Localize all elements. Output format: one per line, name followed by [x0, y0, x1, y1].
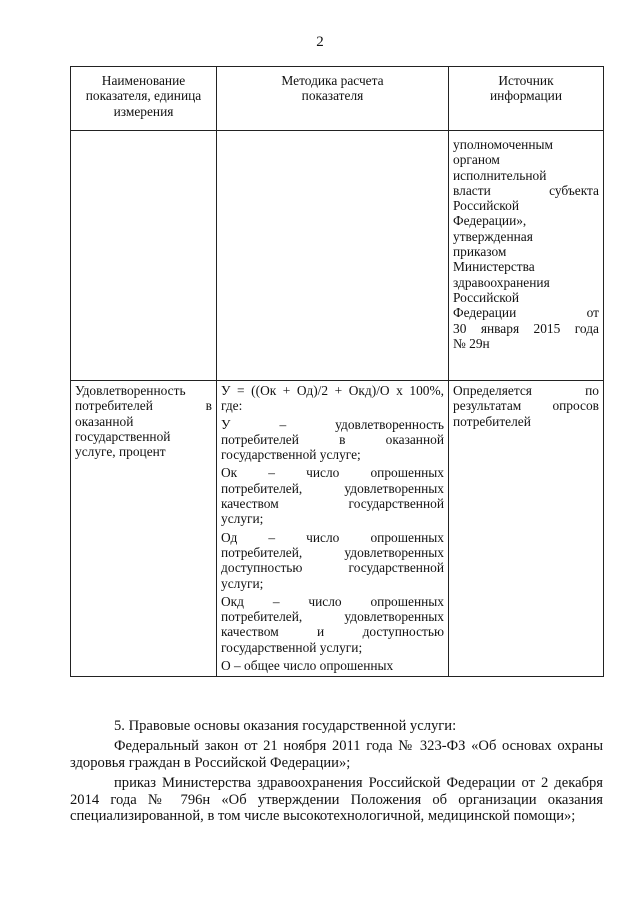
- definition-line: качеством государственной: [221, 496, 444, 512]
- header-line: информации: [489, 88, 563, 104]
- legal-paragraph: Федеральный закон от 21 ноября 2011 года № 323-ФЗ «Об основах охраны здоровья граждан в Российской Федерации»;: [70, 738, 603, 771]
- name-line: Удовлетворенность: [75, 383, 186, 398]
- cell-indicator-name: [71, 381, 217, 677]
- header-line: показателя: [301, 88, 364, 104]
- definition-line: услуги;: [221, 575, 264, 591]
- definition-line: услуги;: [221, 511, 264, 527]
- variable-definition: [221, 465, 444, 526]
- header-line: Наименование: [101, 73, 186, 88]
- cell-information-source: [449, 131, 604, 381]
- source-line: Федерации»,: [453, 213, 527, 229]
- source-line: здравоохранения: [453, 274, 550, 290]
- definition-line: Окд – число опрошенных: [221, 593, 444, 609]
- source-line: Федерации от: [453, 305, 599, 321]
- header-line: Методика расчета: [281, 73, 384, 88]
- name-line: оказанной: [75, 413, 134, 429]
- source-line: результатам опросов: [453, 398, 599, 414]
- definition-line: потребителей, удовлетворенных: [221, 609, 444, 625]
- source-line: власти субъекта: [453, 182, 599, 198]
- source-line: Определяется по: [453, 383, 599, 398]
- source-line: органом: [453, 152, 500, 168]
- variable-definition: [221, 417, 444, 463]
- formula-line: У = ((Ок + Од)/2 + Окд)/О х 100%,: [221, 383, 444, 398]
- source-line: № 29н: [453, 335, 490, 351]
- definition-line: качеством и доступностью: [221, 624, 444, 640]
- legal-basis-section: [70, 718, 603, 828]
- cell-indicator-name: [71, 131, 217, 381]
- definition-line: потребителей в оказанной: [221, 431, 444, 447]
- source-line: потребителей: [453, 413, 531, 429]
- definition-line: О – общее число опрошенных: [221, 658, 394, 674]
- definition-line: потребителей, удовлетворенных: [221, 544, 444, 560]
- source-line: Российской: [453, 289, 519, 305]
- cell-information-source: [449, 381, 604, 677]
- definition-line: Од – число опрошенных: [221, 529, 444, 545]
- header-calculation-method: [217, 67, 449, 131]
- cell-calculation-method: [217, 381, 449, 677]
- source-line: утвержденная: [453, 228, 533, 244]
- source-line: Российской: [453, 198, 519, 214]
- legal-paragraph: приказ Министерства здравоохранения Российской Федерации от 2 декабря 2014 года № 796н «Об утверждении Положения об организации оказания специализированной, в том числе высокотехнологичной, медицинской помощи»;: [70, 775, 603, 825]
- definition-line: Ок – число опрошенных: [221, 465, 444, 481]
- header-line: Источник: [498, 73, 554, 88]
- section-heading: 5. Правовые основы оказания государственной услуги:: [114, 718, 457, 734]
- indicators-table: [70, 66, 604, 677]
- definition-line: У – удовлетворенность: [221, 416, 444, 432]
- table-header-row: [71, 67, 604, 131]
- page-number: 2: [316, 34, 324, 50]
- source-line: 30 января 2015 года: [453, 320, 599, 336]
- source-line: приказом: [453, 244, 507, 260]
- source-line: Министерства: [453, 259, 535, 275]
- header-information-source: [449, 67, 604, 131]
- header-line: показателя, единица: [85, 88, 202, 104]
- table-row: [71, 381, 604, 677]
- cell-calculation-method: [217, 131, 449, 381]
- formula-line: где:: [221, 398, 243, 414]
- name-line: услуге, процент: [75, 444, 166, 460]
- formula-block: [221, 383, 444, 414]
- name-line: потребителей в: [75, 398, 212, 414]
- variable-definition: [221, 594, 444, 655]
- header-indicator-name: [71, 67, 217, 131]
- variable-definition: [221, 530, 444, 591]
- source-line: уполномоченным: [453, 137, 553, 152]
- header-line: измерения: [113, 103, 174, 119]
- variable-definition: [221, 658, 444, 673]
- definition-line: доступностью государственной: [221, 560, 444, 576]
- table-row: [71, 131, 604, 381]
- definition-line: потребителей, удовлетворенных: [221, 480, 444, 496]
- source-line: исполнительной: [453, 167, 547, 183]
- definition-line: государственной услуге;: [221, 447, 361, 463]
- name-line: государственной: [75, 428, 171, 444]
- definition-line: государственной услуги;: [221, 639, 363, 655]
